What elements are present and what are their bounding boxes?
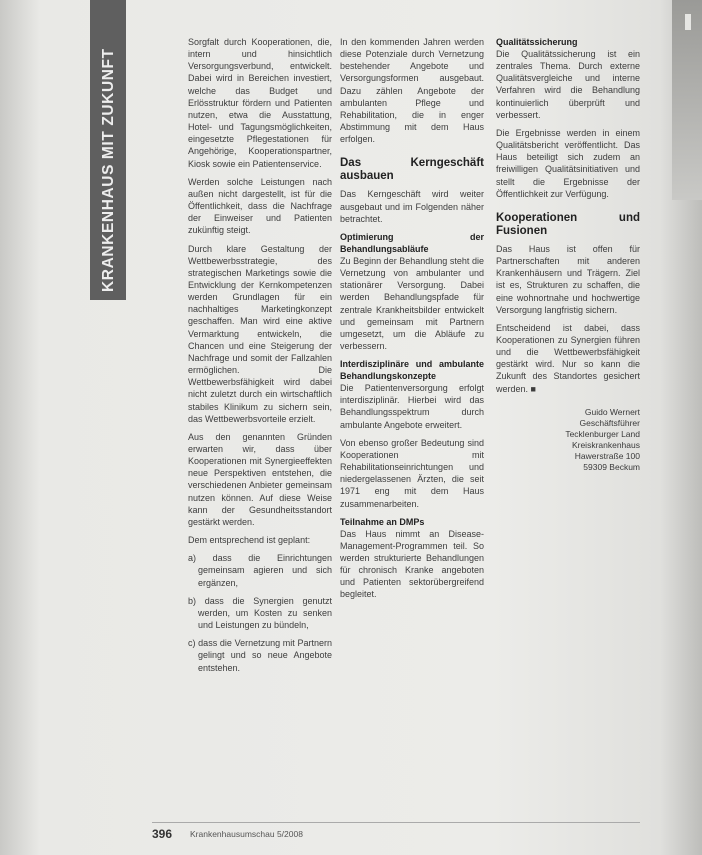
paragraph: Die Ergebnisse werden in einem Qualitätsbericht veröffentlicht. Das Haus beteiligt sich zudem an freiwilligen Qualitätsinitiativen und stellt die Ergebnisse der Öffentlichkeit zur Verfügung. bbox=[496, 127, 640, 199]
paragraph: Das Haus nimmt an Disease-Management-Programmen teil. So werden strukturierte Behandlungen für chronisch Kranke angeboten und Patienten sektorübergreifend begleitet. bbox=[340, 528, 484, 600]
subheading-dmp: Teilnahme an DMPs bbox=[340, 516, 425, 527]
paragraph: Die Qualitätssicherung ist ein zentrales Thema. Durch externe Qualitätsvergleiche und interne Verfahren wird die Behandlung kontinuierlich überprüft und verbessert. bbox=[496, 49, 640, 120]
author-address: Hawerstraße 100 bbox=[574, 450, 640, 461]
text-column-2 bbox=[340, 36, 484, 607]
text-column-3 bbox=[496, 36, 640, 473]
page-edge-mark bbox=[685, 14, 691, 30]
heading-kerngeschaeft: Das Kerngeschäft ausbauen bbox=[340, 157, 484, 183]
list-item: c) dass die Vernetzung mit Partnern gelingt und so neue Angebote entstehen. bbox=[188, 638, 332, 673]
paragraph: Das Haus ist offen für Partnerschaften mit anderen Krankenhäusern und Trägern. Ziel ist es, Strukturen zu schaffen, die eine wohnortnahe und hochwertige Versorgung langfristig sichern. bbox=[496, 243, 640, 315]
heading-kooperationen: Kooperationen und Fusionen bbox=[496, 211, 640, 237]
paragraph: Die Patientenversorgung erfolgt interdisziplinär. Hierbei wird das Behandlungsspektrum durch ambulante Angebote erweitert. bbox=[340, 383, 484, 430]
text-column-1 bbox=[188, 36, 332, 680]
author-role: Geschäftsführer bbox=[579, 417, 640, 428]
page-number: 396 bbox=[152, 827, 173, 841]
subheading-interdisziplinaer: Interdisziplinäre und ambulante Behandlungskonzepte bbox=[340, 359, 484, 382]
list-item: b) dass die Synergien genutzt werden, um Kosten zu senken und Leistungen zu bündeln, bbox=[188, 595, 332, 631]
paragraph: Von ebenso großer Bedeutung sind Kooperationen mit Rehabilitationseinrichtungen und niedergelassenen Ärzten, die seit 1971 eng mit dem Haus zusammenarbeiten. bbox=[340, 437, 484, 509]
paragraph: Sorgfalt durch Kooperationen, die, intern und hinsichtlich Versorgungsverbund, entwickelt. Dabei wird in Bereichen investiert, welche das Budget und Erlösstruktur fördern und Patienten nutzen, etwa die Ausstattung, Hotel- und Tagungsmöglichkeiten, eingesetzte Pflegestationen für Angehörige, Kooperationspartner, Kiosk sowie ein Patientenservice. bbox=[188, 37, 332, 169]
paragraph: Dem entsprechend ist geplant: bbox=[188, 535, 311, 546]
paragraph: Durch klare Gestaltung der Wettbewerbsstrategie, des strategischen Marketings sowie die Entwicklung der Kernkompetenzen werden Grundlagen für ein nachhaltiges Marketingkonzept geschaffen. Man wird eine aktive Vermarktung entwickeln, die Chancen und eine Steigerung der Nachfrage und somit der Fallzahlen ermöglichen. Die Wettbewerbsfähigkeit wird dabei nicht zuletzt durch ein wirtschaftlich stabiles Klinikum zu sichern sein, das Wettbewerbsvorteile erzielt. bbox=[188, 243, 332, 424]
footer-divider bbox=[152, 822, 640, 823]
section-title: KRANKENHAUS MIT ZUKUNFT bbox=[100, 48, 117, 292]
paragraph: In den kommenden Jahren werden diese Potenziale durch Vernetzung bestehender Angebote und Versorgungsformen ausgebaut. Dazu zählen Angebote der ambulanten Pflege und Rehabilitation, die in enger Abstimmung mit dem Haus erfolgen. bbox=[340, 37, 484, 145]
paragraph: Werden solche Leistungen nach außen nicht dargestellt, ist für die Öffentlichkeit, dass die Nachfrage der Einweiser und Patienten zukünftig steigt. bbox=[188, 176, 332, 236]
paragraph: Aus den genannten Gründen erwarten wir, dass über Kooperationen mit Synergieeffekten neue Perspektiven entstehen, die verschiedenen Anbieter gemeinsam nutzen können. Auf diese Weise kann der Gesundheitsstandort gestärkt werden. bbox=[188, 431, 332, 527]
author-city: 59309 Beckum bbox=[583, 461, 640, 472]
page-edge-tab bbox=[672, 0, 702, 200]
subheading-qualitaet: Qualitätssicherung bbox=[496, 37, 578, 47]
author-name: Guido Wernert bbox=[584, 406, 640, 417]
paragraph: Das Kerngeschäft wird weiter ausgebaut und im Folgenden näher betrachtet. bbox=[340, 189, 484, 224]
paragraph: Zu Beginn der Behandlung steht die Vernetzung von ambulanter und stationärer Versorgung. Dabei werden Behandlungspfade für zentrale Krankheitsbilder entwickelt und gemeinsam mit Partnern umgesetzt, um die Abläufe zu verbessern. bbox=[340, 255, 484, 351]
subheading-optimierung: Optimierung der Behandlungsabläufe bbox=[340, 231, 484, 254]
list-item: a) dass die Einrichtungen gemeinsam agieren und sich ergänzen, bbox=[188, 553, 332, 588]
paragraph: Entscheidend ist dabei, dass Kooperationen zu Synergien führen und die Wettbewerbsfähigkeit gestärkt wird. Nur so kann die Zukunft des Standortes gesichert werden. ■ bbox=[496, 322, 640, 394]
author-signature bbox=[496, 407, 640, 473]
author-org: Tecklenburger Land Kreiskrankenhaus bbox=[565, 428, 640, 450]
journal-name: Krankenhausumschau 5/2008 bbox=[190, 829, 303, 839]
